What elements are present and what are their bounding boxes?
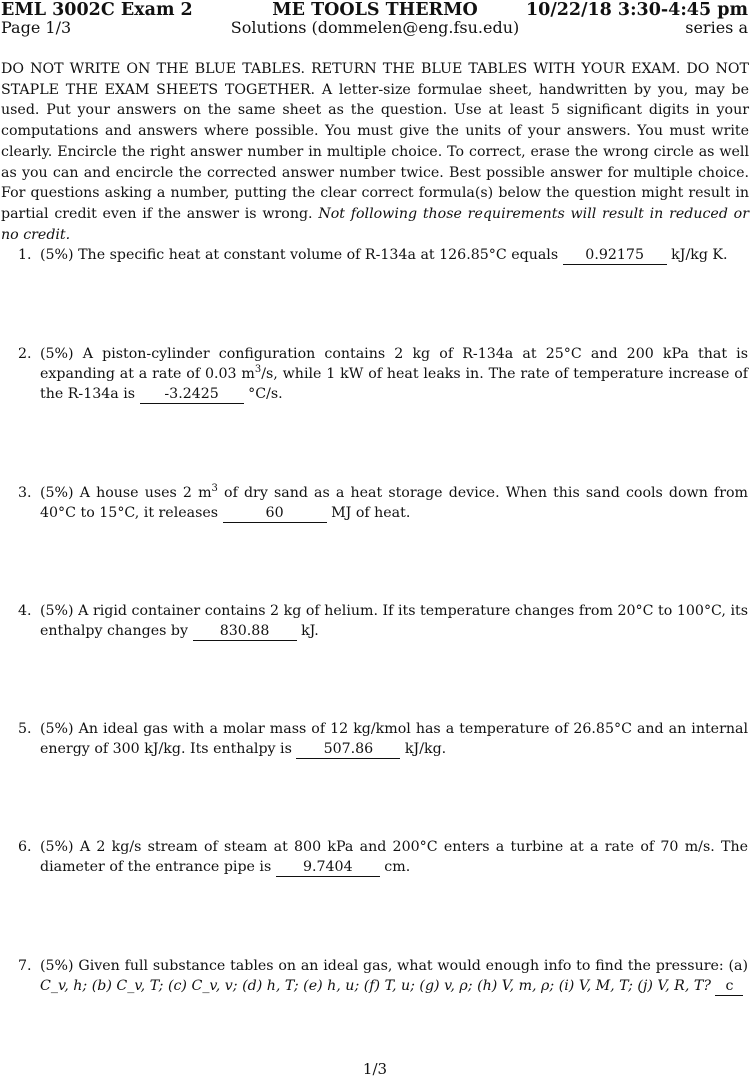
question-text: (5%) A piston-cylinder configuration contains 2 kg of R-134a at 25°C and 200 kPa that is expanding at a rate of 0.03 m — [40, 346, 748, 382]
solutions-contact: Solutions (dommelen@eng.fsu.edu) — [230, 18, 520, 37]
answer-unit: kJ. — [301, 623, 319, 639]
answer-field[interactable]: c — [715, 977, 743, 996]
answer-unit: MJ of heat. — [331, 505, 411, 521]
superscript: 3 — [254, 364, 262, 375]
question-number: 6. — [18, 839, 32, 855]
page-indicator: Page 1/3 — [1, 18, 72, 37]
question-text: (5%) An ideal gas with a molar mass of 12 kg/kmol has a temperature of 26.85°C and an internal energy of 300 kJ/kg. Its enthalpy is — [40, 721, 748, 757]
answer-field[interactable]: 60 — [223, 504, 327, 523]
question-3 — [0, 483, 750, 523]
question-2 — [0, 344, 750, 404]
option-j: (j) V, R, T? — [637, 978, 711, 994]
series-label: series a — [685, 18, 748, 37]
question-1 — [0, 245, 750, 265]
page-footer — [0, 1060, 750, 1078]
instructions — [1, 59, 749, 245]
option-h: (h) V, m, ρ; — [477, 978, 555, 994]
exam-datetime: 10/22/18 3:30-4:45 pm — [525, 0, 748, 20]
option-e: (e) h, u; — [303, 978, 360, 994]
question-text: (5%) A 2 kg/s stream of steam at 800 kPa and 200°C enters a turbine at a rate of 70 m/s. The diameter of the entrance pipe is — [40, 839, 748, 875]
option-c: (c) C_v, v; — [167, 978, 238, 994]
question-number: 3. — [18, 485, 32, 501]
option-g: (g) v, ρ; — [419, 978, 473, 994]
question-text-cont: /s, while 1 kW of heat leaks in. The rate of temperature increase of the R-134a is — [40, 366, 748, 402]
question-5 — [0, 719, 750, 759]
instructions-text: DO NOT WRITE ON THE BLUE TABLES. RETURN THE BLUE TABLES WITH YOUR EXAM. DO NOT STAPLE THE EXAM SHEETS TOGETHER. A letter-size formulae sheet, handwritten by you, may be used. Put your answers on the same sheet as the question. Use at least 5 significant digits in your computations and answers where possible. You must give the units of your answers. You must write clearly. Encircle the right answer number in multiple choice. To correct, erase the wrong circle as well as you can and encircle the corrected answer number twice. Best possible answer for multiple choice. For questions asking a number, putting the clear correct formula(s) below the question might result in partial credit even if the answer is wrong. — [1, 61, 749, 222]
answer-unit: °C/s. — [248, 386, 283, 402]
question-text-cont: of dry sand as a heat storage device. When this sand cools down from 40°C to 15°C, it releases — [40, 485, 748, 521]
question-text: (5%) A house uses 2 m — [40, 485, 212, 501]
option-b: (b) C_v, T; — [91, 978, 164, 994]
answer-unit: cm. — [384, 859, 411, 875]
header-row-2 — [0, 18, 750, 38]
course-code: EML 3002C Exam 2 — [1, 0, 193, 20]
question-number: 1. — [18, 247, 32, 263]
option-a: C_v, h; — [40, 978, 88, 994]
superscript: 3 — [211, 483, 218, 494]
page-number: 1/3 — [362, 1060, 388, 1078]
option-f: (f) T, u; — [363, 978, 415, 994]
question-number: 2. — [18, 346, 32, 362]
question-number: 5. — [18, 721, 32, 737]
answer-field[interactable]: 507.86 — [296, 740, 400, 759]
answer-unit: kJ/kg K. — [671, 247, 728, 263]
question-4 — [0, 601, 750, 641]
answer-field[interactable]: 830.88 — [193, 622, 297, 641]
answer-unit: kJ/kg. — [404, 741, 447, 757]
answer-field[interactable]: 9.7404 — [276, 858, 380, 877]
question-number: 7. — [18, 958, 32, 974]
question-text: (5%) The specific heat at constant volume of R-134a at 126.85°C equals — [40, 247, 559, 263]
header-row-1 — [0, 0, 750, 20]
exam-title: ME TOOLS THERMO — [272, 0, 478, 20]
answer-field[interactable]: 0.92175 — [563, 246, 667, 265]
instructions-warning: Not following those requirements will result in reduced or no credit. — [1, 205, 749, 243]
option-i: (i) V, M, T; — [558, 978, 633, 994]
question-number: 4. — [18, 603, 32, 619]
answer-field[interactable]: -3.2425 — [140, 385, 244, 404]
question-text: (5%) Given full substance tables on an ideal gas, what would enough info to find the pressure: (a) — [40, 958, 748, 974]
question-6 — [0, 837, 750, 877]
question-text: (5%) A rigid container contains 2 kg of helium. If its temperature changes from 20°C to 100°C, its enthalpy changes by — [40, 603, 748, 639]
question-7 — [0, 956, 750, 996]
option-d: (d) h, T; — [242, 978, 299, 994]
